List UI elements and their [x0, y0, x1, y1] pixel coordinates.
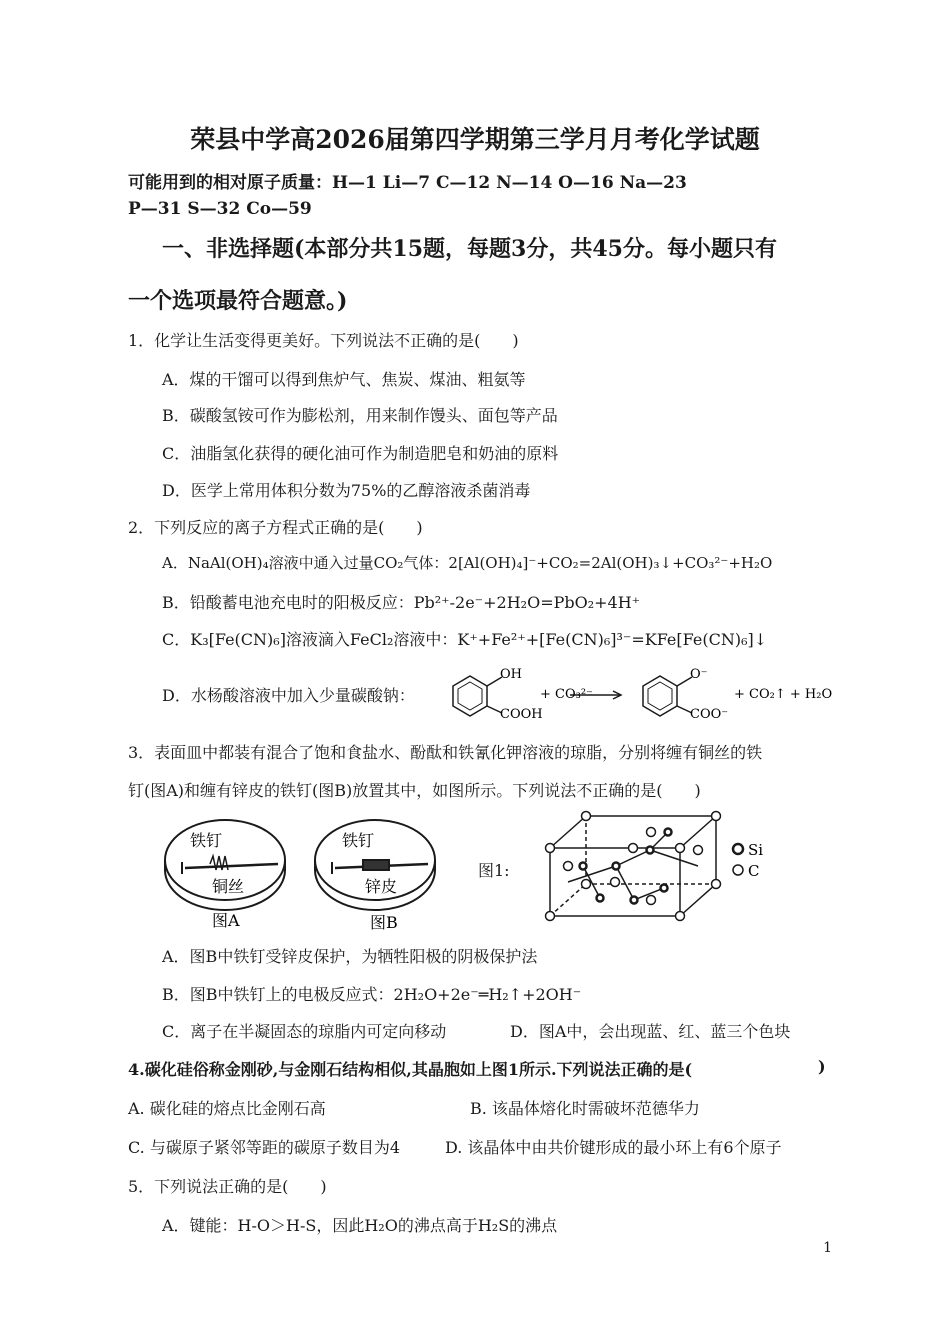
q2-option-b: B．铅酸蓄电池充电时的阳极反应：Pb²⁺-2e⁻+2H₂O=PbO₂+4H⁺ — [162, 593, 641, 612]
q4-option-b: B. 该晶体熔化时需破坏范德华力 — [470, 1099, 700, 1118]
q3-option-b: B．图B中铁钉上的电极反应式：2H₂O+2e⁻═H₂↑+2OH⁻ — [162, 985, 582, 1004]
section-heading-line2: 一个选项最符合题意。) — [128, 288, 348, 314]
q4-option-c: C. 与碳原子紧邻等距的碳原子数目为4 — [128, 1138, 401, 1157]
q5-stem: 5．下列说法正确的是( ) — [128, 1177, 327, 1196]
q3-option-a: A．图B中铁钉受锌皮保护，为牺牲阳极的阴极保护法 — [162, 947, 538, 966]
q2-option-d-prefix: D．水杨酸溶液中加入少量碳酸钠： — [162, 686, 415, 705]
zinc-wrap — [363, 860, 389, 870]
q2-stem: 2．下列反应的离子方程式正确的是( ) — [128, 518, 423, 537]
label-cooh: COOH — [500, 707, 543, 722]
fig-a-wire-label: 铜丝 — [212, 877, 245, 896]
fig-b-caption: 图B — [370, 913, 398, 932]
fig-a-nail-label: 铁钉 — [190, 831, 223, 850]
q1-option-b: B．碳酸氢铵可作为膨松剂，用来制作馒头、面包等产品 — [162, 406, 558, 425]
q4-paren: ) — [818, 1057, 826, 1076]
sic-unit-cell — [538, 808, 788, 923]
q4-option-d: D. 该晶体中由共价键形成的最小环上有6个原子 — [445, 1138, 782, 1157]
q3-stem-line1: 3．表面皿中都装有混合了饱和食盐水、酚酞和铁氰化钾溶液的琼脂，分别将缠有铜丝的铁 — [128, 743, 763, 762]
q1-option-a: A．煤的干馏可以得到焦炉气、焦炭、煤油、粗氨等 — [162, 370, 526, 389]
q1-option-d: D．医学上常用体积分数为75%的乙醇溶液杀菌消毒 — [162, 481, 531, 500]
q2-option-a: A．NaAl(OH)₄溶液中通入过量CO₂气体：2[Al(OH)₄]⁻+CO₂=2Al(OH)₃↓+CO₃²⁻+H₂O — [162, 554, 773, 572]
label-coo-minus: COO⁻ — [690, 707, 729, 722]
q1-stem: 1．化学让生活变得更美好。下列说法不正确的是( ) — [128, 331, 519, 350]
page-title: 荣县中学高2026届第四学期第三学月月考化学试题 — [190, 125, 760, 154]
nail-a — [185, 864, 278, 868]
fig1-label: 图1: — [478, 861, 510, 880]
q4-stem: 4.碳化硅俗称金刚砂,与金刚石结构相似,其晶胞如上图1所示.下列说法正确的是( — [128, 1060, 693, 1079]
atomic-mass-line1: 可能用到的相对原子质量：H—1 Li—7 C—12 N—14 O—16 Na—23 — [128, 173, 687, 193]
fig-a-caption: 图A — [212, 911, 240, 930]
q3-option-d: D．图A中，会出现蓝、红、蓝三个色块 — [510, 1022, 791, 1041]
q5-option-a: A．键能：H-O＞H-S，因此H₂O的沸点高于H₂S的沸点 — [162, 1216, 558, 1235]
q3-stem-line2: 钉(图A)和缠有锌皮的铁钉(图B)放置其中，如图所示。下列说法不正确的是( ) — [128, 781, 701, 800]
fig-b-wire-label: 锌皮 — [365, 877, 398, 896]
legend-si: Si — [748, 841, 764, 859]
label-oh: OH — [500, 667, 522, 682]
fig-b-nail-label: 铁钉 — [342, 831, 375, 850]
legend-c: C — [748, 862, 760, 880]
page-number: 1 — [823, 1240, 832, 1256]
salicylic-acid-reaction — [440, 660, 840, 722]
label-products: + CO₂↑ + H₂O — [734, 687, 833, 702]
q3-option-c: C．离子在半凝固态的琼脂内可定向移动 — [162, 1022, 447, 1041]
q4-option-a: A. 碳化硅的熔点比金刚石高 — [128, 1099, 326, 1118]
atomic-mass-line2: P—31 S—32 Co—59 — [128, 199, 312, 219]
section-heading-line1: 一、非选择题(本部分共15题，每题3分，共45分。每小题只有 — [162, 236, 777, 262]
petri-dish-figures — [160, 808, 450, 936]
label-o-minus: O⁻ — [690, 667, 708, 682]
label-co3: + CO₃²⁻ — [540, 687, 593, 702]
q1-option-c: C．油脂氢化获得的硬化油可作为制造肥皂和奶油的原料 — [162, 444, 559, 463]
q2-option-c: C．K₃[Fe(CN)₆]溶液滴入FeCl₂溶液中：K⁺+Fe²⁺+[Fe(CN)₆]³⁻=KFe[Fe(CN)₆]↓ — [162, 630, 768, 649]
